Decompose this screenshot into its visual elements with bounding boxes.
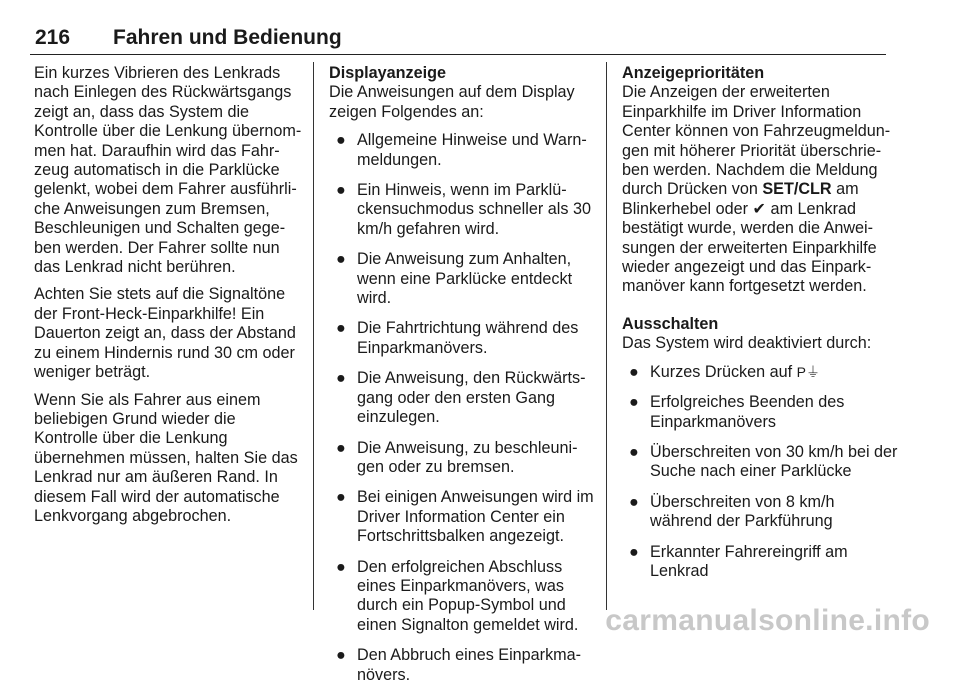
bullet-icon: ● [629, 393, 639, 412]
page-number: 216 [35, 26, 71, 49]
bullet-icon: ● [336, 488, 346, 507]
bullet-icon: ● [629, 492, 639, 511]
column-2 [329, 64, 599, 696]
list-item: ● Ein Hinweis, wenn im Parklückensuchmodus schneller als 30 km/h gefahren wird. [336, 181, 591, 238]
heading-display: Displayanzeige [329, 64, 446, 82]
switch-off-list [622, 363, 898, 582]
list-item: ● Den Abbruch eines Einparkmanövers. [336, 646, 582, 684]
list-item: ● Erfolgreiches Beenden des Einparkmanövers [629, 393, 845, 431]
column-divider-2 [606, 62, 607, 610]
display-list [329, 131, 599, 685]
list-item: ● Überschreiten von 8 km/h während der Parkführung [629, 492, 835, 531]
bullet-icon: ● [336, 131, 346, 150]
list-item: ● Überschreiten von 30 km/h bei der Suche nach einer Parklücke [629, 442, 898, 481]
list-item: ● Die Fahrtrichtung während des Einparkmanövers. [336, 319, 579, 357]
heading-switch-off: Ausschalten [622, 314, 719, 333]
park-assist-icon: P⏚ [796, 363, 820, 380]
list-item: ● Bei einigen Anweisungen wird im Driver Information Center ein Fortschrittsbalken angezeigt. [336, 488, 594, 546]
bullet-icon: ● [629, 542, 639, 561]
list-item: ● Kurzes Drücken auf P⏚ [629, 362, 820, 381]
bullet-icon: ● [336, 438, 346, 457]
column-1 [34, 64, 302, 534]
paragraph-steering-takeover: Ein kurzes Vibrieren des Lenkrads nach Einlegen des Rückwärtsgangs zeigt an, dass das System die Kontrolle über die Lenkung übernommen hat. Daraufhin wird das Fahrzeug automatisch in die Parklücke gelenkt, wobei dem Fahrer ausführliche Anweisungen zum Bremsen, Beschleunigen und Schalten gegeben werden. Der Fahrer sollte nun das Lenkrad nicht berühren. [34, 64, 302, 277]
display-intro: Die Anweisungen auf dem Display zeigen Folgendes an: [329, 83, 575, 121]
paragraph-driver-intervention: Wenn Sie als Fahrer aus einem beliebigen Grund wieder die Kontrolle über die Lenkung übernehmen müssen, halten Sie das Lenkrad nur am äußeren Rand. In diesem Fall wird der automatische Lenkvorgang abgebrochen. [34, 390, 298, 525]
switch-off-intro: Das System wird deaktiviert durch: [622, 334, 872, 353]
list-item: ● Erkannter Fahrereingriff am Lenkrad [629, 542, 848, 580]
checkmark-icon: ✔ [752, 199, 767, 218]
column-3 [622, 64, 898, 592]
column-divider-1 [313, 62, 314, 610]
bullet-icon: ● [336, 319, 346, 338]
paragraph-priorities: Die Anzeigen der erweiterten Einparkhilfe im Driver Information Center können von Fahrzeugmeldungen mit höherer Priorität überschrieben werden. Nachdem die Meldung durch Drücken von SET/CLR am Blinkerhebel oder ✔ am Lenkrad bestätigt wurde, werden die Anweisungen der erweiterten Einparkhilfe wieder angezeigt und das Einparkmanöver kann fortgesetzt werden. [622, 83, 891, 296]
list-item: ● Die Anweisung, zu beschleunigen oder zu bremsen. [336, 438, 578, 476]
page-header [30, 26, 886, 55]
bullet-icon: ● [336, 646, 346, 665]
paragraph-signal-tones: Achten Sie stets auf die Signaltöne der Front-Heck-Einparkhilfe! Ein Dauerton zeigt an, dass der Abstand zu einem Hindernis rund 30 cm oder weniger beträgt. [34, 285, 296, 382]
bullet-icon: ● [336, 369, 346, 388]
bullet-icon: ● [629, 362, 639, 381]
list-item: ● Die Anweisung zum Anhalten, wenn eine Parklücke entdeckt wird. [336, 250, 573, 308]
heading-display-priorities: Anzeigeprioritäten [622, 64, 765, 82]
section-title: Fahren und Bedienung [113, 26, 342, 49]
list-item: ● Die Anweisung, den Rückwärtsgang oder den ersten Gang einzulegen. [336, 369, 586, 427]
bullet-icon: ● [629, 442, 639, 461]
set-clr-label: SET/CLR [762, 180, 832, 199]
watermark: carmanualsonline.info [605, 604, 930, 637]
list-item: ● Allgemeine Hinweise und Warnmeldungen. [336, 131, 587, 169]
bullet-icon: ● [336, 557, 346, 576]
list-item: ● Den erfolgreichen Abschluss eines Einparkmanövers, was durch ein Popup-Symbol und einen Signalton gemeldet wird. [336, 557, 579, 634]
bullet-icon: ● [336, 250, 346, 269]
bullet-icon: ● [336, 181, 346, 200]
